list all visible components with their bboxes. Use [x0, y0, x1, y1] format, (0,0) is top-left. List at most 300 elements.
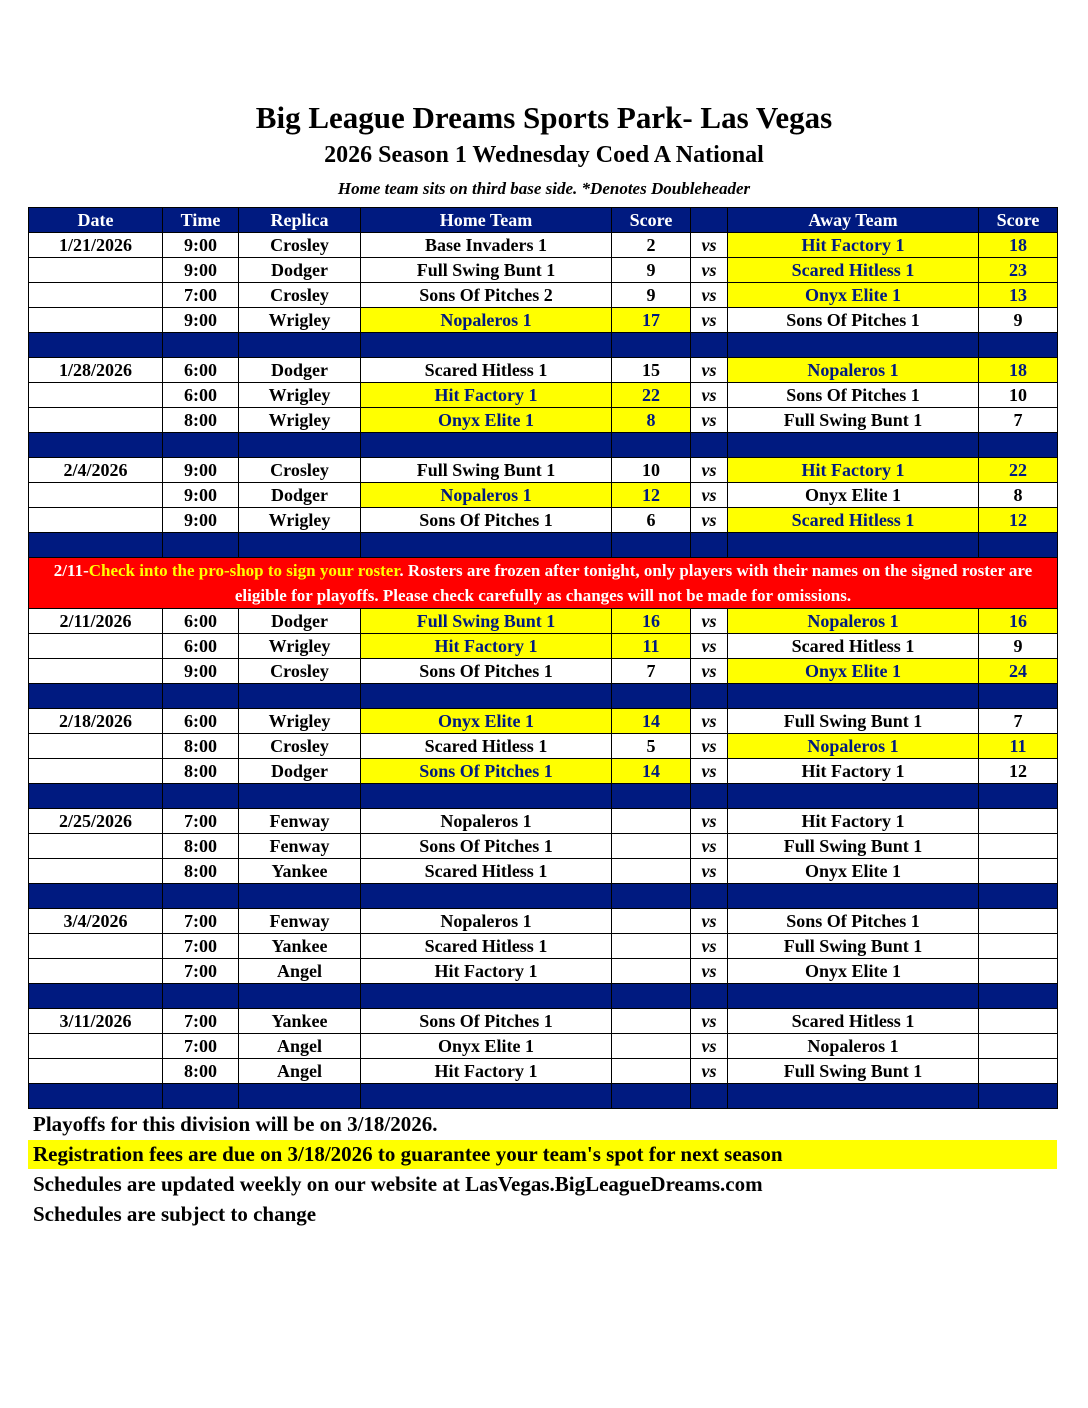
separator-cell: [979, 884, 1058, 909]
date-cell: [29, 483, 163, 508]
away-score-cell: 18: [979, 358, 1058, 383]
game-row: [29, 1009, 1058, 1034]
replica-cell: Angel: [239, 959, 361, 984]
separator-cell: [728, 333, 979, 358]
home-score-cell: 9: [612, 258, 691, 283]
footer-change: Schedules are subject to change: [33, 1202, 317, 1226]
separator-cell: [612, 784, 691, 809]
separator-row: [29, 1084, 1058, 1109]
separator-cell: [361, 784, 612, 809]
separator-cell: [612, 533, 691, 558]
replica-cell: Fenway: [239, 809, 361, 834]
replica-cell: Crosley: [239, 659, 361, 684]
col-header-vs: [691, 208, 728, 233]
vs-cell: vs: [691, 1059, 728, 1084]
home-team-cell: Scared Hitless 1: [361, 358, 612, 383]
separator-cell: [239, 1084, 361, 1109]
time-cell: 9:00: [163, 233, 239, 258]
separator-cell: [361, 684, 612, 709]
game-row: [29, 834, 1058, 859]
away-score-cell: 9: [979, 634, 1058, 659]
separator-cell: [163, 784, 239, 809]
home-team-cell: Full Swing Bunt 1: [361, 258, 612, 283]
home-score-cell: 5: [612, 734, 691, 759]
time-cell: 9:00: [163, 458, 239, 483]
separator-cell: [612, 333, 691, 358]
home-team-cell: Full Swing Bunt 1: [361, 458, 612, 483]
date-cell: [29, 834, 163, 859]
away-team-cell: Full Swing Bunt 1: [728, 709, 979, 734]
replica-cell: Dodger: [239, 609, 361, 634]
separator-cell: [163, 984, 239, 1009]
time-cell: 9:00: [163, 483, 239, 508]
date-cell: 2/18/2026: [29, 709, 163, 734]
replica-cell: Yankee: [239, 859, 361, 884]
separator-cell: [239, 433, 361, 458]
separator-cell: [691, 433, 728, 458]
game-row: [29, 934, 1058, 959]
home-team-cell: Nopaleros 1: [361, 909, 612, 934]
vs-cell: vs: [691, 659, 728, 684]
separator-cell: [163, 1084, 239, 1109]
separator-cell: [361, 333, 612, 358]
vs-cell: vs: [691, 358, 728, 383]
separator-cell: [728, 433, 979, 458]
away-score-cell: 9: [979, 308, 1058, 333]
separator-row: [29, 984, 1058, 1009]
away-score-cell: 10: [979, 383, 1058, 408]
home-team-cell: Sons Of Pitches 1: [361, 508, 612, 533]
home-team-cell: Scared Hitless 1: [361, 934, 612, 959]
separator-cell: [979, 784, 1058, 809]
col-header-away-team: Away Team: [728, 208, 979, 233]
date-cell: [29, 959, 163, 984]
separator-cell: [728, 1084, 979, 1109]
home-score-cell: [612, 809, 691, 834]
schedule-table: [28, 207, 1058, 1109]
date-cell: [29, 308, 163, 333]
separator-row: [29, 333, 1058, 358]
home-team-cell: Sons Of Pitches 1: [361, 659, 612, 684]
replica-cell: Yankee: [239, 934, 361, 959]
separator-cell: [728, 984, 979, 1009]
separator-cell: [691, 1084, 728, 1109]
away-team-cell: Nopaleros 1: [728, 734, 979, 759]
game-row: [29, 634, 1058, 659]
separator-cell: [361, 533, 612, 558]
game-row: [29, 508, 1058, 533]
separator-cell: [612, 1084, 691, 1109]
separator-cell: [612, 433, 691, 458]
home-score-cell: 2: [612, 233, 691, 258]
game-row: [29, 308, 1058, 333]
separator-row: [29, 684, 1058, 709]
date-cell: [29, 934, 163, 959]
game-row: [29, 458, 1058, 483]
col-header-replica: Replica: [239, 208, 361, 233]
replica-cell: Fenway: [239, 909, 361, 934]
away-team-cell: Full Swing Bunt 1: [728, 934, 979, 959]
away-score-cell: [979, 934, 1058, 959]
date-cell: 1/28/2026: [29, 358, 163, 383]
schedule-body: [29, 233, 1058, 1109]
vs-cell: vs: [691, 834, 728, 859]
away-team-cell: Scared Hitless 1: [728, 258, 979, 283]
replica-cell: Dodger: [239, 483, 361, 508]
separator-row: [29, 533, 1058, 558]
away-team-cell: Scared Hitless 1: [728, 634, 979, 659]
replica-cell: Wrigley: [239, 634, 361, 659]
schedule-note: Home team sits on third base side. *Denotes Doubleheader: [337, 179, 751, 198]
game-row: [29, 959, 1058, 984]
time-cell: 7:00: [163, 959, 239, 984]
away-team-cell: Hit Factory 1: [728, 809, 979, 834]
home-team-cell: Hit Factory 1: [361, 1059, 612, 1084]
replica-cell: Wrigley: [239, 383, 361, 408]
roster-notice: [29, 558, 1058, 609]
home-team-cell: Onyx Elite 1: [361, 709, 612, 734]
date-cell: [29, 258, 163, 283]
away-team-cell: Full Swing Bunt 1: [728, 1059, 979, 1084]
separator-cell: [728, 784, 979, 809]
vs-cell: vs: [691, 759, 728, 784]
separator-cell: [691, 884, 728, 909]
away-team-cell: Nopaleros 1: [728, 1034, 979, 1059]
away-score-cell: [979, 859, 1058, 884]
separator-cell: [361, 1084, 612, 1109]
date-cell: [29, 1034, 163, 1059]
home-score-cell: 14: [612, 759, 691, 784]
vs-cell: vs: [691, 609, 728, 634]
separator-cell: [979, 1084, 1058, 1109]
replica-cell: Wrigley: [239, 508, 361, 533]
away-score-cell: [979, 959, 1058, 984]
table-header-row: [29, 208, 1058, 233]
date-cell: [29, 734, 163, 759]
game-row: [29, 759, 1058, 784]
vs-cell: vs: [691, 408, 728, 433]
vs-cell: vs: [691, 383, 728, 408]
time-cell: 8:00: [163, 1059, 239, 1084]
separator-cell: [239, 784, 361, 809]
home-score-cell: [612, 1034, 691, 1059]
time-cell: 8:00: [163, 734, 239, 759]
game-row: [29, 358, 1058, 383]
home-score-cell: 10: [612, 458, 691, 483]
separator-cell: [29, 433, 163, 458]
time-cell: 9:00: [163, 508, 239, 533]
away-team-cell: Full Swing Bunt 1: [728, 408, 979, 433]
game-row: [29, 258, 1058, 283]
time-cell: 7:00: [163, 909, 239, 934]
date-cell: [29, 634, 163, 659]
home-score-cell: [612, 859, 691, 884]
home-team-cell: Sons Of Pitches 1: [361, 1009, 612, 1034]
page-subtitle: 2026 Season 1 Wednesday Coed A National: [324, 142, 764, 168]
time-cell: 6:00: [163, 709, 239, 734]
away-score-cell: [979, 909, 1058, 934]
time-cell: 8:00: [163, 859, 239, 884]
away-team-cell: Onyx Elite 1: [728, 859, 979, 884]
footer-website: Schedules are updated weekly on our website at LasVegas.BigLeagueDreams.com: [33, 1172, 763, 1196]
away-team-cell: Full Swing Bunt 1: [728, 834, 979, 859]
replica-cell: Dodger: [239, 759, 361, 784]
away-team-cell: Scared Hitless 1: [728, 1009, 979, 1034]
separator-row: [29, 433, 1058, 458]
away-score-cell: 8: [979, 483, 1058, 508]
vs-cell: vs: [691, 859, 728, 884]
separator-cell: [163, 333, 239, 358]
away-score-cell: 24: [979, 659, 1058, 684]
home-team-cell: Nopaleros 1: [361, 809, 612, 834]
home-team-cell: Onyx Elite 1: [361, 408, 612, 433]
replica-cell: Crosley: [239, 734, 361, 759]
home-team-cell: Sons Of Pitches 2: [361, 283, 612, 308]
replica-cell: Angel: [239, 1059, 361, 1084]
vs-cell: vs: [691, 483, 728, 508]
away-team-cell: Onyx Elite 1: [728, 283, 979, 308]
home-score-cell: 14: [612, 709, 691, 734]
separator-row: [29, 784, 1058, 809]
game-row: [29, 659, 1058, 684]
away-team-cell: Hit Factory 1: [728, 233, 979, 258]
away-team-cell: Onyx Elite 1: [728, 959, 979, 984]
separator-cell: [29, 533, 163, 558]
time-cell: 7:00: [163, 1009, 239, 1034]
separator-row: [29, 884, 1058, 909]
away-team-cell: Sons Of Pitches 1: [728, 909, 979, 934]
vs-cell: vs: [691, 959, 728, 984]
separator-cell: [239, 533, 361, 558]
replica-cell: Yankee: [239, 1009, 361, 1034]
vs-cell: vs: [691, 934, 728, 959]
home-score-cell: [612, 1009, 691, 1034]
separator-cell: [29, 784, 163, 809]
col-header-away-score: Score: [979, 208, 1058, 233]
game-row: [29, 408, 1058, 433]
vs-cell: vs: [691, 734, 728, 759]
time-cell: 6:00: [163, 609, 239, 634]
separator-cell: [163, 684, 239, 709]
away-team-cell: Nopaleros 1: [728, 609, 979, 634]
vs-cell: vs: [691, 1034, 728, 1059]
date-cell: [29, 283, 163, 308]
game-row: [29, 809, 1058, 834]
vs-cell: vs: [691, 458, 728, 483]
home-score-cell: 17: [612, 308, 691, 333]
separator-cell: [979, 684, 1058, 709]
away-score-cell: 23: [979, 258, 1058, 283]
time-cell: 9:00: [163, 308, 239, 333]
replica-cell: Crosley: [239, 458, 361, 483]
away-team-cell: Onyx Elite 1: [728, 483, 979, 508]
separator-cell: [612, 984, 691, 1009]
time-cell: 8:00: [163, 759, 239, 784]
game-row: [29, 859, 1058, 884]
away-score-cell: 16: [979, 609, 1058, 634]
vs-cell: vs: [691, 508, 728, 533]
home-team-cell: Scared Hitless 1: [361, 859, 612, 884]
home-score-cell: 15: [612, 358, 691, 383]
away-team-cell: Hit Factory 1: [728, 759, 979, 784]
footer-registration: Registration fees are due on 3/18/2026 to guarantee your team's spot for next season: [28, 1140, 1057, 1169]
separator-cell: [163, 433, 239, 458]
date-cell: [29, 859, 163, 884]
vs-cell: vs: [691, 258, 728, 283]
time-cell: 8:00: [163, 834, 239, 859]
game-row: [29, 709, 1058, 734]
date-cell: [29, 383, 163, 408]
separator-cell: [612, 684, 691, 709]
separator-cell: [691, 684, 728, 709]
home-score-cell: [612, 1059, 691, 1084]
home-score-cell: 22: [612, 383, 691, 408]
date-cell: 3/4/2026: [29, 909, 163, 934]
replica-cell: Dodger: [239, 358, 361, 383]
separator-cell: [979, 433, 1058, 458]
away-score-cell: [979, 1034, 1058, 1059]
separator-cell: [29, 333, 163, 358]
home-score-cell: [612, 959, 691, 984]
page-title: Big League Dreams Sports Park- Las Vegas: [255, 100, 833, 135]
separator-cell: [691, 333, 728, 358]
time-cell: 6:00: [163, 634, 239, 659]
date-cell: [29, 659, 163, 684]
separator-cell: [979, 984, 1058, 1009]
away-team-cell: Onyx Elite 1: [728, 659, 979, 684]
notice-date: 2/11-: [53, 561, 89, 580]
separator-cell: [361, 884, 612, 909]
replica-cell: Fenway: [239, 834, 361, 859]
date-cell: [29, 759, 163, 784]
time-cell: 7:00: [163, 809, 239, 834]
home-score-cell: 8: [612, 408, 691, 433]
date-cell: [29, 1059, 163, 1084]
away-score-cell: [979, 809, 1058, 834]
separator-cell: [163, 884, 239, 909]
vs-cell: vs: [691, 1009, 728, 1034]
vs-cell: vs: [691, 809, 728, 834]
home-score-cell: [612, 834, 691, 859]
game-row: [29, 1059, 1058, 1084]
time-cell: 6:00: [163, 383, 239, 408]
time-cell: 8:00: [163, 408, 239, 433]
separator-cell: [239, 984, 361, 1009]
away-score-cell: 12: [979, 759, 1058, 784]
date-cell: 2/25/2026: [29, 809, 163, 834]
game-row: [29, 734, 1058, 759]
vs-cell: vs: [691, 634, 728, 659]
separator-cell: [29, 684, 163, 709]
time-cell: 9:00: [163, 258, 239, 283]
home-team-cell: Hit Factory 1: [361, 634, 612, 659]
separator-cell: [691, 784, 728, 809]
replica-cell: Angel: [239, 1034, 361, 1059]
home-team-cell: Base Invaders 1: [361, 233, 612, 258]
separator-cell: [691, 984, 728, 1009]
vs-cell: vs: [691, 308, 728, 333]
vs-cell: vs: [691, 909, 728, 934]
date-cell: [29, 408, 163, 433]
roster-notice-row: [29, 558, 1058, 609]
away-team-cell: Nopaleros 1: [728, 358, 979, 383]
away-team-cell: Sons Of Pitches 1: [728, 383, 979, 408]
away-team-cell: Sons Of Pitches 1: [728, 308, 979, 333]
separator-cell: [163, 533, 239, 558]
time-cell: 7:00: [163, 283, 239, 308]
game-row: [29, 483, 1058, 508]
away-score-cell: [979, 834, 1058, 859]
away-score-cell: 22: [979, 458, 1058, 483]
separator-cell: [691, 533, 728, 558]
game-row: [29, 283, 1058, 308]
game-row: [29, 233, 1058, 258]
home-score-cell: 7: [612, 659, 691, 684]
home-score-cell: [612, 909, 691, 934]
separator-cell: [979, 333, 1058, 358]
replica-cell: Crosley: [239, 283, 361, 308]
away-score-cell: 12: [979, 508, 1058, 533]
col-header-date: Date: [29, 208, 163, 233]
col-header-time: Time: [163, 208, 239, 233]
date-cell: [29, 508, 163, 533]
date-cell: 1/21/2026: [29, 233, 163, 258]
time-cell: 7:00: [163, 1034, 239, 1059]
time-cell: 7:00: [163, 934, 239, 959]
notice-text: . Rosters are frozen after tonight, only players with their names on the signed roster are eligible for playoffs. Please check carefully as changes will not be made for omissions.: [234, 561, 1033, 605]
away-score-cell: 13: [979, 283, 1058, 308]
notice-highlight: Check into the pro-shop to sign your roster: [88, 561, 400, 580]
separator-cell: [361, 433, 612, 458]
footer-playoffs: Playoffs for this division will be on 3/18/2026.: [33, 1112, 438, 1136]
home-team-cell: Hit Factory 1: [361, 959, 612, 984]
home-team-cell: Sons Of Pitches 1: [361, 834, 612, 859]
home-score-cell: 11: [612, 634, 691, 659]
away-team-cell: Scared Hitless 1: [728, 508, 979, 533]
col-header-home-team: Home Team: [361, 208, 612, 233]
game-row: [29, 1034, 1058, 1059]
away-score-cell: 18: [979, 233, 1058, 258]
home-score-cell: [612, 934, 691, 959]
separator-cell: [728, 884, 979, 909]
time-cell: 9:00: [163, 659, 239, 684]
separator-cell: [612, 884, 691, 909]
vs-cell: vs: [691, 709, 728, 734]
away-score-cell: [979, 1059, 1058, 1084]
separator-cell: [728, 684, 979, 709]
away-score-cell: [979, 1009, 1058, 1034]
date-cell: 3/11/2026: [29, 1009, 163, 1034]
separator-cell: [239, 333, 361, 358]
replica-cell: Wrigley: [239, 408, 361, 433]
game-row: [29, 383, 1058, 408]
replica-cell: Wrigley: [239, 709, 361, 734]
vs-cell: vs: [691, 283, 728, 308]
separator-cell: [239, 684, 361, 709]
separator-cell: [29, 984, 163, 1009]
home-team-cell: Sons Of Pitches 1: [361, 759, 612, 784]
game-row: [29, 909, 1058, 934]
time-cell: 6:00: [163, 358, 239, 383]
separator-cell: [29, 884, 163, 909]
separator-cell: [361, 984, 612, 1009]
replica-cell: Wrigley: [239, 308, 361, 333]
replica-cell: Crosley: [239, 233, 361, 258]
separator-cell: [29, 1084, 163, 1109]
away-score-cell: 7: [979, 709, 1058, 734]
separator-cell: [979, 533, 1058, 558]
away-score-cell: 7: [979, 408, 1058, 433]
